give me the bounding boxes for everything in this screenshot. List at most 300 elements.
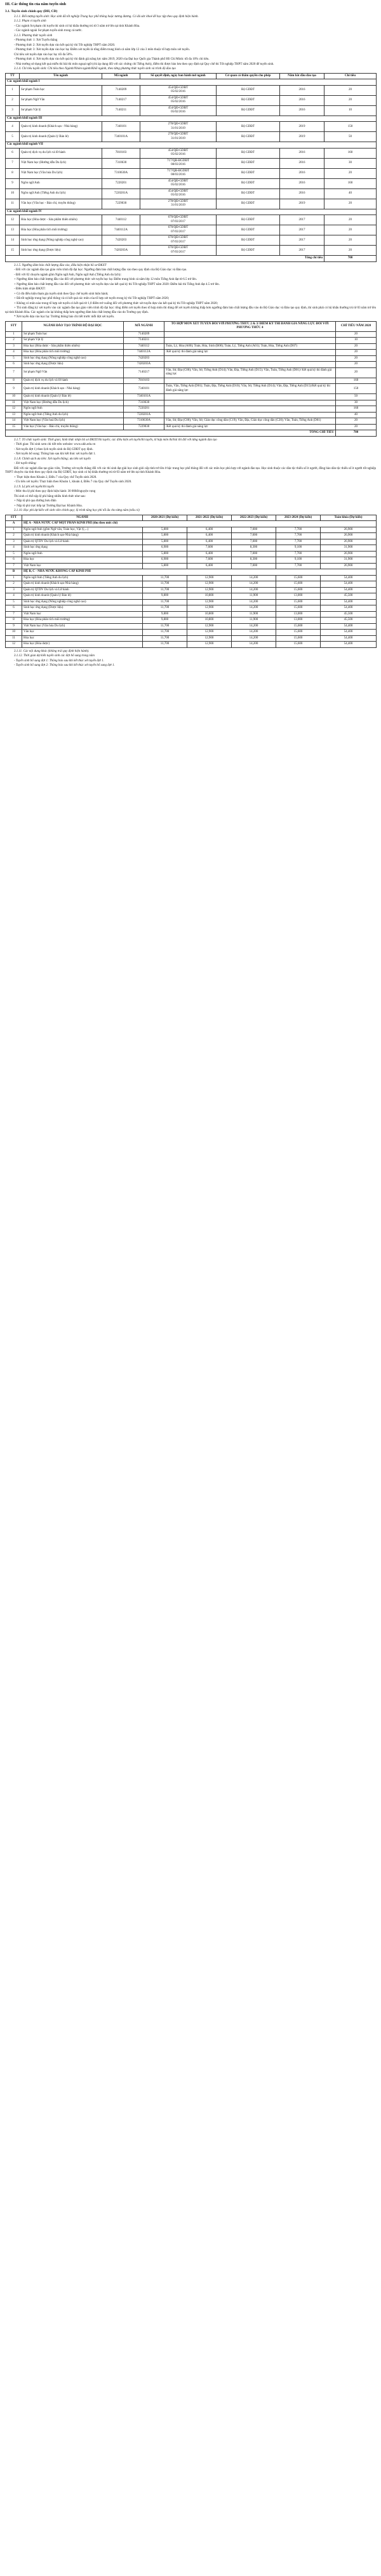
table-cell: Văn, Sử, Địa (C00); Văn, Sử, Tiếng Anh (D14); Văn, Địa, Tiếng Anh (D15); Văn, Toán, Tiếng Anh (D01)/ Kết quả kỳ thi đánh giá năng lực [164,367,336,378]
table-cell: /Kết quả kỳ thi đánh giá năng lực [164,424,336,430]
table-cell: 54,400 [321,575,377,581]
column-header: Toàn khóa (Dự kiến) [321,515,377,521]
table-cell: 15 [6,424,22,430]
table-row [6,338,377,344]
table-cell: 454/QĐ-GDĐT 05/02/2016 [140,85,217,95]
table-cell: 454/QĐ-GDĐT 05/02/2016 [140,188,217,199]
table-cell: Ngôn ngữ Anh (Tiếng Anh du lịch) [22,412,124,418]
table-cell: 26,900 [321,527,377,533]
table-row [6,235,377,246]
paragraph: - Các ngành Sư phạm chỉ tuyển thí sinh có hộ khẩu thường trú từ 3 năm trở lên tại tỉnh Khánh Hòa. [14,24,140,28]
table-row [6,148,377,158]
table-cell: 7340101A [124,394,164,400]
table-cell: Việt Nam học (Văn hoá Du lịch) [22,418,124,425]
table-cell: 454/QĐ-GDĐT 05/02/2016 [140,105,217,116]
table-cell: 54,400 [321,630,377,636]
table-row [6,418,377,425]
group-title: Các ngành khối ngành I [6,79,377,86]
table-cell: Ngôn ngữ Anh (Tiếng Anh du lịch) [20,188,102,199]
table-cell: 20 [324,85,377,95]
table-cell: 26,900 [321,539,377,545]
group-title: HỆ A - NHÀ NƯỚC CẤP MỘT PHẦN KINH PHÍ (thu theo mức chi) [22,521,377,527]
table-row [6,539,377,545]
table-cell: 20 [336,331,377,338]
table-cell: 2017 [280,235,324,246]
paragraph: - Tuyển sinh bổ sung đợt 1: Thông báo sau khi kết thúc xét tuyển đợt 1. [14,659,104,663]
table-cell: 160 [324,178,377,188]
table-row [6,394,377,400]
table-cell: 2016 [280,85,324,95]
column-header: NGÀNH [22,515,143,521]
subsection-heading: 3.1.3. Phương thức tuyển sinh [14,34,53,37]
table-cell: 7310630A [124,418,164,425]
paragraph: + Ngưỡng đảm bảo chất lượng đầu vào đối với phương thức xét tuyển học bạ: Điểm trung bình cả năm lớp 12 môn Tiếng Anh đạt từ 6.5 trở lên. [14,278,197,282]
tuition-table [5,515,377,648]
table-cell: 7,700 [276,551,321,557]
document-page [0,0,381,673]
table-cell: 7440112 [124,343,164,350]
table-cell: Bộ GDĐT [217,105,280,116]
table-cell: 7220201A [124,412,164,418]
table-row [6,551,377,557]
table-cell: 2016 [280,188,324,199]
combination-table [5,321,377,437]
table-cell: 7140217 [124,367,164,378]
table-cell: Sinh học ứng dụng (Nông nghiệp công nghệ cao) [22,599,143,605]
table-cell: Bộ GDĐT [217,168,280,178]
table-cell: 6 [6,605,22,612]
table-cell: 14,200 [232,599,276,605]
table-row [6,406,377,413]
table-cell: Sinh học ứng dụng (Nông nghiệp công nghệ cao) [20,235,102,246]
table-cell: 11,700 [143,605,187,612]
table-cell: Ngôn ngữ Anh [20,178,102,188]
table-cell: 31,900 [321,545,377,552]
table-cell: Sư phạm Vật lý [20,105,102,116]
table-cell: Quản trị kinh doanh (Khách sạn - Nhà hàng) [20,122,102,132]
table-cell: Văn học [22,630,143,636]
table-cell: 5 [6,355,22,362]
table-cell: 10 [336,338,377,344]
table-row [6,158,377,168]
subsection-heading: 3.1.8. Chính sách ưu tiên: Xét tuyển thẳng; ưu tiên xét tuyển [14,457,91,461]
table-cell: Bộ GDĐT [217,235,280,246]
table-cell [164,338,336,344]
table-cell: 11 [6,199,20,209]
table-cell: 278/QĐ-GDĐT 31/01/2019 [140,132,217,142]
table-cell: /Kết quả kỳ thi đánh giá năng lực [164,350,336,356]
table-cell: 7,700 [276,563,321,569]
table-row [6,557,377,564]
group-row [6,209,377,215]
quota-table-body [6,79,377,262]
table-cell: Việt Nam học (Văn hóa Du lịch) [20,168,102,178]
table-row [6,384,377,394]
table-cell: 45,500 [321,611,377,618]
table-row [6,199,377,209]
table-cell: 2019 [280,122,324,132]
table-row [6,575,377,581]
group-title: Các ngành khối ngành VII [6,142,377,149]
table-cell: 20 [324,199,377,209]
table-row [6,188,377,199]
table-row [6,331,377,338]
table-cell: 7340101 [124,384,164,394]
paragraph: - Xét tuyển thẳng: [14,462,37,466]
table-cell: Hóa học (Hóa phân tích môi trường) [22,618,143,624]
quota-table-header [6,73,377,79]
table-cell: Quản trị kinh doanh (Quản lý Bán lẻ) [22,394,124,400]
table-cell: 7810103 [102,148,140,158]
table-cell: 4 [6,545,22,552]
table-row [6,400,377,406]
table-cell: 26,900 [321,551,377,557]
table-cell: 5,800 [143,527,187,533]
table-cell: 11,900 [232,618,276,624]
table-cell: 7 [6,158,20,168]
paragraph: + Thí sinh đăng ký xét tuyển vào các ngành đào tạo giáo viên trình độ đại học: tổng điểm xét tuyển theo tổ hợp môn thi dùng để xét tuyển không thấp hơn ngưỡng đảm bảo chất lượng đầu vào do Bộ Giáo dục và Đào tạo quy định, thí sinh phải có hộ khẩu thường trú từ 03 năm trở lên tại tỉnh Khánh Hòa. Các ngành còn lại không thấp hơn ngưỡng đảm bảo chất lượng đầu vào do Trường quy định. [5,307,376,314]
table-cell: 2016 [280,148,324,158]
table-cell: 10 [6,394,22,400]
table-cell: 2016 [280,168,324,178]
table-cell: 7220201 [102,178,140,188]
table-cell: 7440112A [102,225,140,235]
column-header: Số quyết định, ngày ban hành mở ngành [140,73,217,79]
table-cell: 54,400 [321,581,377,588]
table-cell: 2 [6,533,22,539]
table-cell: 7,600 [187,545,232,552]
column-header: 2022-2023 (Dự kiến) [232,515,276,521]
table-cell: 40 [336,412,377,418]
table-row [6,642,377,648]
table-cell: 12,900 [187,581,232,588]
table-cell: 5,800 [143,533,187,539]
table-cell: Toán, Văn, Tiếng Anh (D01); Toán, Địa, Tiếng Anh (D10); Văn, Sử, Tiếng Anh (D14); Văn, Địa, Tiếng Anh (D15)/Kết quả kỳ thi đánh giá năng lực [164,384,336,394]
table-cell: 7 [6,367,22,378]
paragraph: 3.1.1. Đối tượng tuyển sinh: Học sinh đã tốt nghiệp Trung học phổ thông hoặc tương đương. Có đủ sức khoẻ để học tập theo quy định hiện hành. [14,15,199,18]
column-header: Chỉ tiêu [324,73,377,79]
table-cell: 2 [6,338,22,344]
table-row [6,85,377,95]
table-cell: Hóa học (Hóa phân tích môi trường) [20,225,102,235]
table-cell: 6 [6,148,20,158]
table-cell: 26,900 [321,563,377,569]
quota-table [5,73,377,262]
table-row [6,350,377,356]
table-cell [164,400,336,406]
table-cell: 15,600 [276,635,321,642]
table-cell: 20 [324,168,377,178]
table-cell: Bộ GDĐT [217,178,280,188]
table-cell: 1 [6,575,22,581]
table-cell: 7,000 [232,539,276,545]
table-row [6,95,377,105]
table-cell: 9,800 [143,618,187,624]
table-cell: 15,600 [276,587,321,593]
table-cell: 9 [6,623,22,630]
table-cell: 12,900 [187,605,232,612]
table-cell: 20 [336,362,377,368]
table-cell: 20 [336,367,377,378]
table-cell: 20 [336,418,377,425]
table-row [6,362,377,368]
table-cell: Quản trị dịch vụ du lịch và lữ hành [20,148,102,158]
subsection-heading: 3.1. Tuyển sinh chính quy (ĐH, CĐ) [5,9,58,13]
table-cell: 15,600 [276,599,321,605]
table-row [6,225,377,235]
table-cell [164,412,336,418]
group-letter: A [6,521,22,527]
paragraph: - Các ngành ngoài Sư phạm tuyển sinh trong cả nước. [14,29,83,33]
table-row [6,355,377,362]
table-cell: 10 [6,630,22,636]
table-cell: Sư phạm Toán học [22,331,124,338]
table-cell: 54,400 [321,605,377,612]
table-cell: 50 [324,132,377,142]
table-cell: 14,200 [232,630,276,636]
table-cell: 9 [6,178,20,188]
table-row [6,424,377,430]
table-cell: 45,500 [321,593,377,600]
table-cell: 7,700 [276,533,321,539]
table-cell: 12,900 [187,599,232,605]
table-cell: 2017 [280,215,324,225]
table-cell: 14,200 [232,605,276,612]
table-cell: 160 [336,378,377,384]
column-header: 2020-2021 (Dự kiến) [143,515,187,521]
table-cell: Sư phạm Vật lý [22,338,124,344]
table-cell: 7,000 [232,563,276,569]
table-cell: 9,100 [276,557,321,564]
tuition-table-header [6,515,377,521]
table-row [6,599,377,605]
paragraph: + Nộp lệ phí trực tiếp tại Trường Đại học Khánh Hòa. [14,504,83,508]
table-cell: 7140211 [124,338,164,344]
table-cell: 150 [336,384,377,394]
table-cell: 3 [6,105,20,116]
table-cell: 670/QĐ-GDĐT 07/03/2017 [140,246,217,256]
table-cell: Quản trị kinh doanh (Quản lý Bán lẻ) [22,593,143,600]
table-cell: 15,600 [276,605,321,612]
table-cell: Quản trị kinh doanh (Khách sạn-Nhà hàng) [22,581,143,588]
table-cell: 20 [336,343,377,350]
column-header: STT [6,321,22,331]
table-row [6,593,377,600]
table-cell: 6,900 [143,545,187,552]
paragraph: - Điều kiện nhận ĐKXT: [14,287,46,291]
table-row [6,367,377,378]
table-cell: 11,700 [143,587,187,593]
table-cell: 20 [324,95,377,105]
table-cell: 4 [6,593,22,600]
table-cell: 7310630 [124,400,164,406]
table-cell: Bộ GDĐT [217,199,280,209]
table-cell: 14 [6,235,20,246]
table-cell: 7420203A [102,246,140,256]
paragraph: + Ngưỡng đảm bảo chất lượng đầu vào đối với phương thức xét tuyển dựa vào kết quả kỳ thi Tốt nghiệp THPT năm 2020: Điểm bài thi Tiếng Anh đạt 4.5 trở lên. [14,282,220,286]
table-cell: 14,200 [232,642,276,648]
table-cell: 7140209 [124,331,164,338]
paragraph: - Ưu tiên xét tuyển: Thực hiện theo Khoản 1, khoản 4, Điều 7 của Quy chế Tuyển sinh 2020. [14,480,132,484]
table-cell: 670/QĐ-GDĐT 07/03/2017 [140,225,217,235]
table-row [6,605,377,612]
table-cell: Sư phạm Ngữ Văn [22,367,124,378]
table-cell: 14 [6,418,22,425]
table-cell: 7140209 [102,85,140,95]
column-header: Cơ quan có thẩm quyền cho phép [217,73,280,79]
table-row [6,168,377,178]
paragraph: + Nộp lệ phí qua đường bưu điện [14,499,57,503]
subsection-heading: 3.1.12. Thời gian dự kiến tuyển sinh các đợt bổ sung trong năm [14,654,95,658]
column-header: TỔ HỢP MÔN XÉT TUYỂN ĐỐI VỚI PHƯƠNG THỨC 2 & 3/ ĐIỂM KỲ THI ĐÁNH GIÁ NĂNG LỰC ĐỐI VỚI PHƯƠNG THỨC 4 [164,321,336,331]
table-cell: 278/QĐ-GDĐT 31/01/2019 [140,199,217,209]
group-title: HỆ B, C - NHÀ NƯỚC KHÔNG CẤP KINH PHÍ [22,569,377,576]
table-cell: 717/QĐ-BGDĐT 08/03/2016 [140,168,217,178]
table-cell: 54,400 [321,599,377,605]
table-cell: 15,600 [276,581,321,588]
table-cell: 11,700 [143,623,187,630]
table-cell: Quản trị dịch vụ du lịch và lữ hành [22,378,124,384]
table-cell: 7340101 [102,122,140,132]
table-cell: 2019 [280,132,324,142]
table-cell: 2019 [280,199,324,209]
table-cell: 10 [6,188,20,199]
table-cell: 54,400 [321,587,377,593]
table-cell: Quản trị QTDV Du lịch và Lữ hành [22,539,143,545]
subsection-heading: 3.1.10. Học phí dự kiến với sinh viên chính quy; lộ trình tăng học phí tối đa cho từng năm (nếu có) [14,509,140,513]
table-row [6,587,377,593]
table-row [6,105,377,116]
table-cell: 10,800 [187,618,232,624]
table-cell: 150 [324,122,377,132]
table-cell: 8,300 [232,557,276,564]
table-cell: 13,000 [276,593,321,600]
table-cell: 1 [6,85,20,95]
table-cell: 7220201A [102,188,140,199]
subsection-heading: 3.1.11. Các nội dung khác (không trái quy định hiện hành). [14,649,90,653]
table-cell: 12 [6,215,20,225]
table-cell: 7,000 [232,533,276,539]
table-cell: 5,800 [143,539,187,545]
combination-table-body [6,331,377,436]
table-cell: 30 [336,400,377,406]
table-cell: 11 [6,635,22,642]
table-row [6,378,377,384]
table-cell: 7420203 [124,355,164,362]
table-cell: 5,800 [143,551,187,557]
table-cell: 10,800 [187,611,232,618]
table-cell: 15,600 [276,575,321,581]
table-cell: 11,700 [143,642,187,648]
table-cell: 717/QĐ-BGDĐT 08/03/2016 [140,158,217,168]
total-value: 700 [336,430,377,437]
table-row [6,132,377,142]
table-cell: 54,400 [321,642,377,648]
column-header: 2021-2022 (Dự kiến) [187,515,232,521]
table-cell: 8 [6,168,20,178]
table-row [6,533,377,539]
paragraph: * Xét tuyển dựa vào học bạ: Trường thông báo chi tiết trước mỗi đợt xét tuyển. [14,315,115,319]
table-cell [164,362,336,368]
table-cell: 454/QĐ-GDĐT 05/02/2016 [140,95,217,105]
table-cell: 6,400 [187,527,232,533]
table-cell: 7,000 [232,527,276,533]
table-cell [164,406,336,413]
table-cell: Quản trị kinh doanh (Khách sạn-Nhà hàng) [22,533,143,539]
table-cell: Ngôn ngữ Anh [22,551,143,557]
table-row [6,630,377,636]
column-header: CHỈ TIÊU NĂM 2020 [336,321,377,331]
table-cell: 5 [6,599,22,605]
table-cell: 8,300 [232,545,276,552]
table-cell: 12,900 [187,587,232,593]
subsection-heading: 3.1.4. Chỉ tiêu tuyển sinh: Chỉ tiêu theo Ngành/Nhóm ngành/Khối ngành, theo từng phương thức tuyển sinh và trình độ đào tạo [14,67,176,71]
table-cell: 7440112 [102,215,140,225]
table-cell: 2016 [280,105,324,116]
table-cell: 7140211 [102,105,140,116]
group-letter: B [6,569,22,576]
table-cell: 12,900 [187,635,232,642]
table-cell: 6,900 [143,557,187,564]
table-cell [164,394,336,400]
table-cell: 6,400 [187,563,232,569]
group-title: Các ngành khối ngành IV [6,209,377,215]
table-cell: Toán, Lý, Hóa (A00); Toán, Hóa, Sinh (B00); Toán, Lý, Tiếng Anh (A01); Toán, Hóa, Tiếng Anh (D07) [164,343,336,350]
table-cell: 6,400 [187,533,232,539]
table-cell: 2016 [280,158,324,168]
table-cell: 2 [6,581,22,588]
table-cell: Hóa học (Hóa dược) [22,642,143,648]
table-cell: 7440112A [124,350,164,356]
table-cell: 7810103 [124,378,164,384]
table-cell: Việt Nam học (Văn hóa Du lịch) [22,623,143,630]
table-row [6,122,377,132]
table-cell: Sư phạm Ngữ Văn [20,95,102,105]
paragraph: - Tuyển sinh bổ sung đợt 2: Thông báo sau khi kết thúc xét tuyển bổ sung đợt 1. [14,664,115,668]
table-cell: 14,200 [232,587,276,593]
total-label: TỔNG CHỈ TIÊU [6,430,336,437]
table-cell: Hóa học [22,635,143,642]
table-cell: 14,200 [232,581,276,588]
combination-table-header [6,321,377,331]
table-cell: Bộ GDĐT [217,132,280,142]
table-cell: 9,800 [143,611,187,618]
table-row [6,635,377,642]
table-cell: 3 [6,587,22,593]
table-cell: Việt Nam học (Hướng dẫn Du lịch) [20,158,102,168]
table-cell: 7229030 [102,199,140,209]
table-cell: 2017 [280,246,324,256]
table-cell: Hóa học (Hóa dược - Sản phẩm thiên nhiên) [22,343,124,350]
table-cell: Sinh học ứng dụng (Dược liệu) [22,605,143,612]
table-cell: 6,400 [187,551,232,557]
table-cell: 11,900 [232,611,276,618]
table-cell: 278/QĐ-GDĐT 31/01/2019 [140,122,217,132]
table-cell: 30 [324,158,377,168]
table-cell: 7,700 [276,539,321,545]
table-cell: 4 [6,350,22,356]
paragraph: - Phương thức 2: Xét tuyển dựa vào kết quả kỳ thi Tốt nghiệp THPT năm 2020. [14,43,116,47]
table-cell: 7140217 [102,95,140,105]
tuition-table-body [6,521,377,648]
total-row [6,256,377,262]
table-cell: Việt Nam học [22,563,143,569]
paragraph: - Thời gian: Thí sinh xem chi tiết trên website: www.ukh.edu.vn [14,443,96,447]
paragraph: Thí sinh có thể nộp lệ phí bằng nhiều hình thức như sau: [14,494,86,498]
paragraph: - Nhà trường sử dụng kết quả miễn thi bài thi môn ngoại ngữ (chỉ áp dụng đối với các chứng chỉ Tiếng Anh), điểm thi được bảo lưu theo quy định tại Quy chế thi Tốt nghiệp THPT năm 2020 để tuyển sinh. [14,62,274,66]
table-cell: 2016 [280,95,324,105]
paragraph: + Có đủ điều kiện tham gia tuyển sinh theo Quy chế tuyển sinh hiện hành; [14,292,109,296]
